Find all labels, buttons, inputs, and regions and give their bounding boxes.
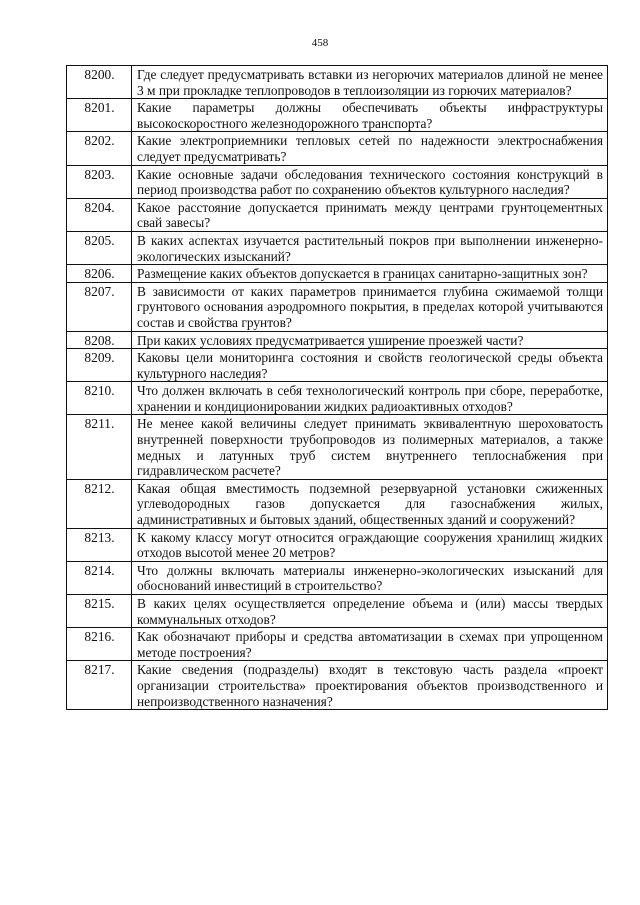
- question-number: 8205.: [67, 231, 132, 264]
- table-row: [67, 528, 608, 561]
- table-row: [67, 198, 608, 231]
- question-text: Не менее какой величины следует принимать эквивалентную шероховатость внутренней поверхности трубопроводов из полимерных материалов, а также медных и латунных труб систем внутреннего теплоснабжения при гидравлическом расчете?: [132, 415, 608, 479]
- table-row: [67, 628, 608, 661]
- table-row: [67, 595, 608, 628]
- table-row: [67, 415, 608, 479]
- table-row: [67, 661, 608, 710]
- question-text: Как обозначают приборы и средства автоматизации в схемах при упрощенном методе построения?: [132, 628, 608, 661]
- question-number: 8208.: [67, 331, 132, 349]
- question-text: Что должны включать материалы инженерно-экологических изысканий для обоснований инвестиций в строительство?: [132, 561, 608, 594]
- question-number: 8214.: [67, 561, 132, 594]
- table-row: [67, 66, 608, 99]
- page-number: 458: [311, 37, 329, 49]
- question-text: Какая общая вместимость подземной резервуарной установки сжиженных углеводородных газов допускается для газоснабжения жилых, административных и бытовых зданий, общественных зданий и сооружений?: [132, 479, 608, 528]
- question-text: Где следует предусматривать вставки из негорючих материалов длиной не менее 3 м при прокладке теплопроводов в теплоизоляции из горючих материалов?: [132, 66, 608, 99]
- table-row: [67, 99, 608, 132]
- question-text: Какое расстояние допускается принимать между центрами грунтоцементных свай завесы?: [132, 198, 608, 231]
- table-row: [67, 231, 608, 264]
- question-text: К какому классу могут относится ограждающие сооружения хранилищ жидких отходов высотой менее 20 метров?: [132, 528, 608, 561]
- question-number: 8216.: [67, 628, 132, 661]
- question-number: 8201.: [67, 99, 132, 132]
- question-text: Размещение каких объектов допускается в границах санитарно-защитных зон?: [132, 265, 608, 283]
- question-text: В каких целях осуществляется определение объема и (или) массы твердых коммунальных отходов?: [132, 595, 608, 628]
- table-row: [67, 479, 608, 528]
- questions-table-body: [67, 66, 608, 710]
- question-number: 8217.: [67, 661, 132, 710]
- question-text: В зависимости от каких параметров принимается глубина сжимаемой толщи грунтового основания аэродромного покрытия, в пределах которой учитываются состав и свойства грунтов?: [132, 282, 608, 331]
- question-number: 8203.: [67, 165, 132, 198]
- question-number: 8215.: [67, 595, 132, 628]
- table-row: [67, 282, 608, 331]
- question-number: 8210.: [67, 382, 132, 415]
- question-text: Какие параметры должны обеспечивать объекты инфраструктуры высокоскоростного железнодорожного транспорта?: [132, 99, 608, 132]
- table-row: [67, 349, 608, 382]
- question-number: 8213.: [67, 528, 132, 561]
- table-row: [67, 382, 608, 415]
- question-text: Каковы цели мониторинга состояния и свойств геологической среды объекта культурного наследия?: [132, 349, 608, 382]
- question-number: 8212.: [67, 479, 132, 528]
- table-row: [67, 561, 608, 594]
- question-text: Какие основные задачи обследования технического состояния конструкций в период производства работ по сохранению объектов культурного наследия?: [132, 165, 608, 198]
- question-number: 8204.: [67, 198, 132, 231]
- question-text: Какие электроприемники тепловых сетей по надежности электроснабжения следует предусматривать?: [132, 132, 608, 165]
- table-row: [67, 331, 608, 349]
- question-text: В каких аспектах изучается растительный покров при выполнении инженерно-экологических изысканий?: [132, 231, 608, 264]
- question-number: 8211.: [67, 415, 132, 479]
- questions-table: [66, 65, 608, 710]
- question-text: Какие сведения (подразделы) входят в текстовую часть раздела «проект организации строительства» проектирования объектов производственного и непроизводственного назначения?: [132, 661, 608, 710]
- table-row: [67, 132, 608, 165]
- question-number: 8207.: [67, 282, 132, 331]
- question-number: 8200.: [67, 66, 132, 99]
- question-number: 8202.: [67, 132, 132, 165]
- question-text: Что должен включать в себя технологический контроль при сборе, переработке, хранении и кондиционировании жидких радиоактивных отходов?: [132, 382, 608, 415]
- question-number: 8206.: [67, 265, 132, 283]
- question-text: При каких условиях предусматривается уширение проезжей части?: [132, 331, 608, 349]
- table-row: [67, 165, 608, 198]
- question-number: 8209.: [67, 349, 132, 382]
- table-row: [67, 265, 608, 283]
